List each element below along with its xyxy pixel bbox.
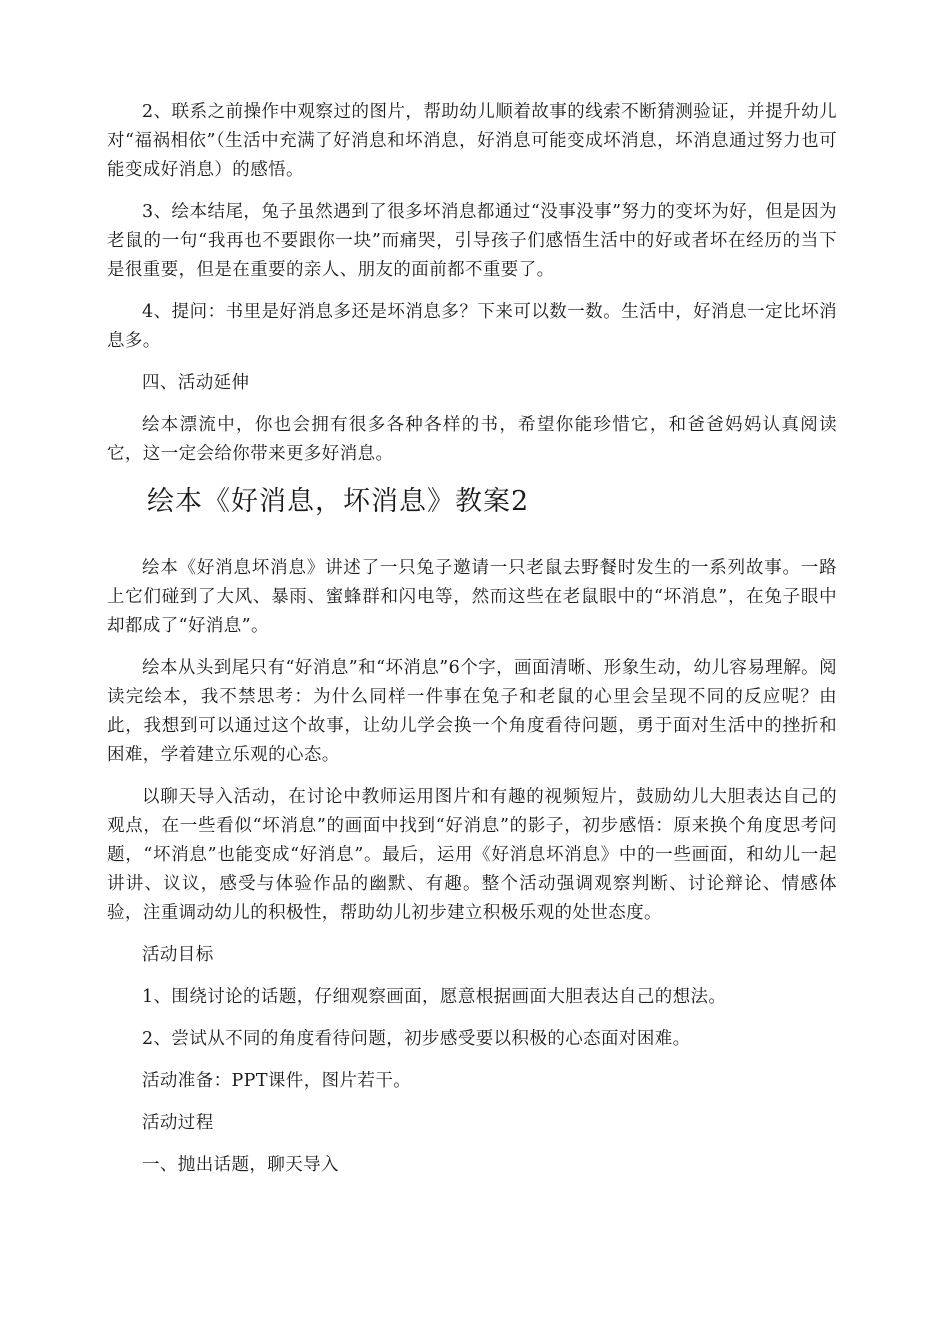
paragraph-point-3: 3、绘本结尾，兔子虽然遇到了很多坏消息都通过“没事没事”努力的变坏为好，但是因为老鼠的一句“我再也不要跟你一块”而痛哭，引导孩子们感悟生活中的好或者坏在经历的当下是很重要，但是在重要的亲人、朋友的面前都不重要了。	[107, 202, 837, 280]
paragraph-preparation: 活动准备：PPT课件，图片若干。	[142, 1071, 412, 1091]
paragraph-step-1: 一、抛出话题，聊天导入	[142, 1155, 339, 1175]
paragraph-intro-method: 以聊天导入活动，在讨论中教师运用图片和有趣的视频短片，鼓励幼儿大胆表达自己的观点，在一些看似“坏消息”的画面中找到“好消息”的影子，初步感悟：原来换个角度思考问题，“坏消息”也能变成“好消息”。最后，运用《好消息坏消息》中的一些画面，和幼儿一起讲讲、议议，感受与体验作品的幽默、有趣。整个活动强调观察判断、讨论辩论、情感体验，注重调动幼儿的积极性，帮助幼儿初步建立积极乐观的处世态度。	[107, 787, 837, 923]
paragraph-goal-1: 1、围绕讨论的话题，仔细观察画面，愿意根据画面大胆表达自己的想法。	[142, 987, 727, 1007]
paragraph-intro-reflection: 绘本从头到尾只有“好消息”和“坏消息”6个字，画面清晰、形象生动，幼儿容易理解。阅读完绘本，我不禁思考：为什么同样一件事在兔子和老鼠的心里会呈现不同的反应呢？由此，我想到可以通过这个故事，让幼儿学会换一个角度看待问题，勇于面对生活中的挫折和困难，学着建立乐观的心态。	[107, 658, 837, 765]
paragraph-extension: 绘本漂流中，你也会拥有很多各种各样的书，希望你能珍惜它，和爸爸妈妈认真阅读它，这一定会给你带来更多好消息。	[107, 415, 837, 464]
section-title-activity-goals: 活动目标	[142, 945, 214, 965]
lesson-plan-heading: 绘本《好消息，坏消息》教案2	[147, 486, 530, 517]
section-title-activity-process: 活动过程	[142, 1113, 214, 1133]
paragraph-goal-2: 2、尝试从不同的角度看待问题，初步感受要以积极的心态面对困难。	[142, 1029, 691, 1049]
paragraph-intro-story: 绘本《好消息坏消息》讲述了一只兔子邀请一只老鼠去野餐时发生的一系列故事。一路上它们碰到了大风、暴雨、蜜蜂群和闪电等，然而这些在老鼠眼中的“坏消息”，在兔子眼中却都成了“好消息”。	[107, 558, 837, 636]
paragraph-point-2: 2、联系之前操作中观察过的图片，帮助幼儿顺着故事的线索不断猜测验证，并提升幼儿对“福祸相依”（生活中充满了好消息和坏消息，好消息可能变成坏消息，坏消息通过努力也可能变成好消息）的感悟。	[107, 102, 837, 180]
paragraph-point-4: 4、提问：书里是好消息多还是坏消息多？下来可以数一数。生活中，好消息一定比坏消息多。	[107, 302, 837, 351]
section-title-activity-extension: 四、活动延伸	[142, 373, 250, 393]
document-body	[107, 98, 837, 1193]
